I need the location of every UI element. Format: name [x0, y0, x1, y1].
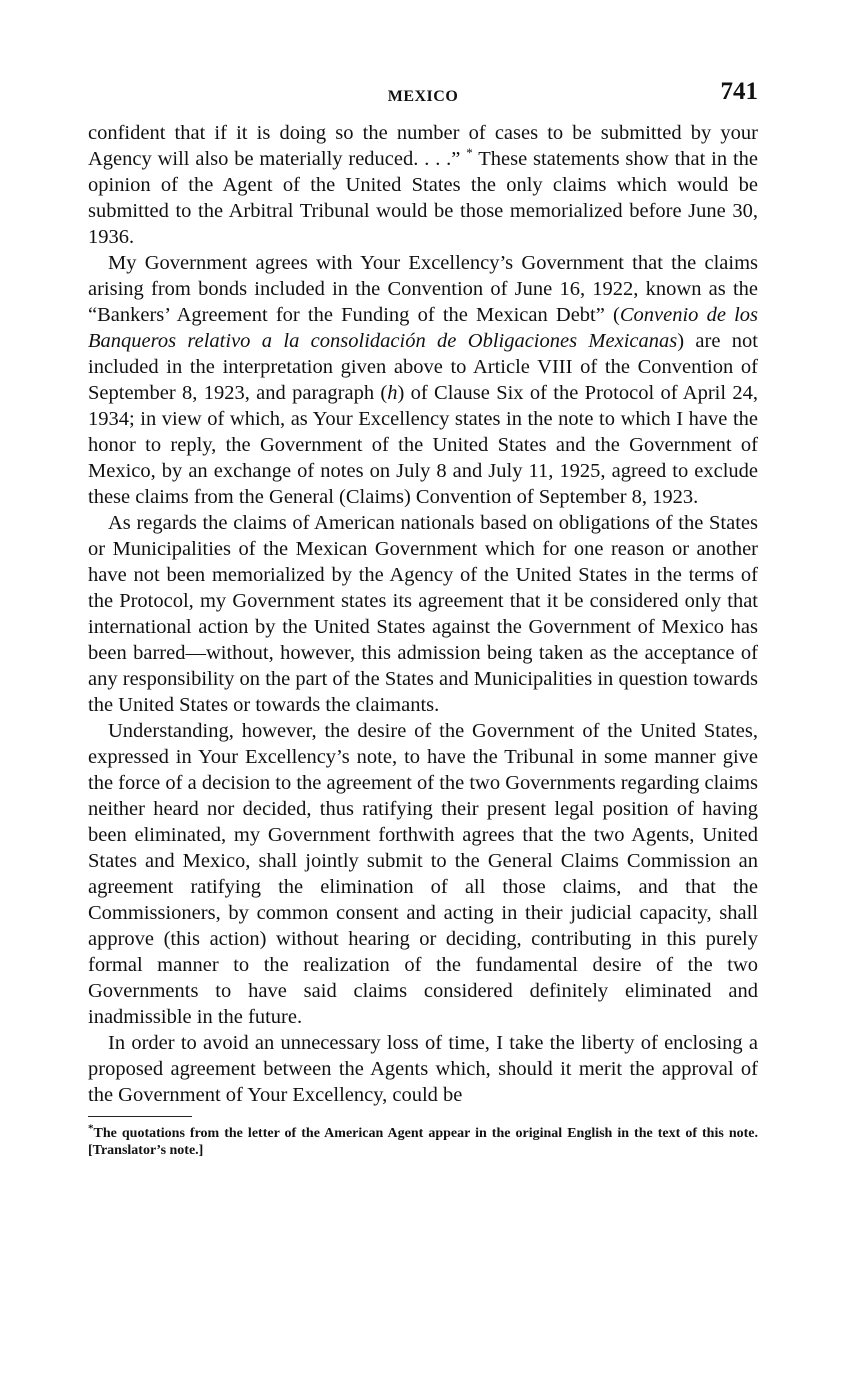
footnote-divider [88, 1116, 192, 1117]
text-segment: These statements show that in the opinion of the Agent of the United States the only claims which would be submitted to the Arbitral Tribunal would be those memorialized before June 30, 1936. [88, 148, 759, 248]
running-head: MEXICO [387, 88, 459, 105]
text-segment: confident that if it is doing so the number of cases to be submitted by your Agency will also be materially reduced. . . .” [88, 122, 758, 170]
body-text [88, 120, 758, 1108]
text-segment: As regards the claims of American nationals based on obligations of the States or Municipalities of the Mexican Government which for one reason or another have not been memorialized by the Agency of the United States in the terms of the Protocol, my Government states its agreement that it be considered only that international action by the United States against the Government of Mexico has been barred—without, however, this admission being taken as the acceptance of any responsibility on the part of the States and Municipalities in question towards the United States or towards the claimants. [88, 512, 758, 716]
text-segment: My Government agrees with Your Excellency’s Government that the claims arising from bonds included in the Convention of June 16, 1922, known as the “Bankers’ Agreement for the Funding of the Mexican Debt” ( [88, 252, 758, 326]
footnote-text: The quotations from the letter of the American Agent appear in the original English in the text of this note. [Translator’s note.] [88, 1126, 758, 1158]
text-segment: ) are not included in the interpretation given above to Article VIII of the Convention of September 8, 1923, and paragraph ( [88, 330, 758, 404]
text-segment: In order to avoid an unnecessary loss of time, I take the liberty of enclosing a proposed agreement between the Agents which, should it merit the approval of the Government of Your Excellency, could be [88, 1032, 758, 1106]
italic-segment: Convenio de los Banqueros relativo a la consolidación de Obligaciones Mexicanas [88, 304, 758, 352]
paragraph-2 [88, 250, 758, 510]
paragraph-1 [88, 120, 758, 250]
paragraph-5 [88, 1030, 758, 1108]
paragraph-3 [88, 510, 758, 718]
document-page [88, 78, 758, 1159]
footnote [88, 1122, 758, 1159]
text-segment: Understanding, however, the desire of the Government of the United States, expressed in Your Excellency’s note, to have the Tribunal in some manner give the force of a decision to the agreement of the two Governments regarding claims neither heard nor decided, thus ratifying their present legal position of having been eliminated, my Government forthwith agrees that the two Agents, United States and Mexico, shall jointly submit to the General Claims Commission an agreement ratifying the elimination of all those claims, and that the Commissioners, by common consent and acting in their judicial capacity, shall approve (this action) without hearing or deciding, contributing in this purely formal manner to the realization of the fundamental desire of the two Governments to have said claims considered definitely eliminated and inadmissible in the future. [88, 720, 758, 1028]
paragraph-4 [88, 718, 758, 1030]
footnote-mark: * [88, 1122, 94, 1135]
footnote-reference: * [466, 145, 473, 161]
page-number: 741 [720, 78, 758, 105]
italic-segment: h [387, 382, 398, 404]
text-segment: ) of Clause Six of the Protocol of April 24, 1934; in view of which, as Your Excellency states in the note to which I have the honor to reply, the Government of the United States and the Government of Mexico, by an exchange of notes on July 8 and July 11, 1925, agreed to exclude these claims from the General (Claims) Convention of September 8, 1923. [88, 382, 758, 508]
page-header [88, 78, 758, 120]
